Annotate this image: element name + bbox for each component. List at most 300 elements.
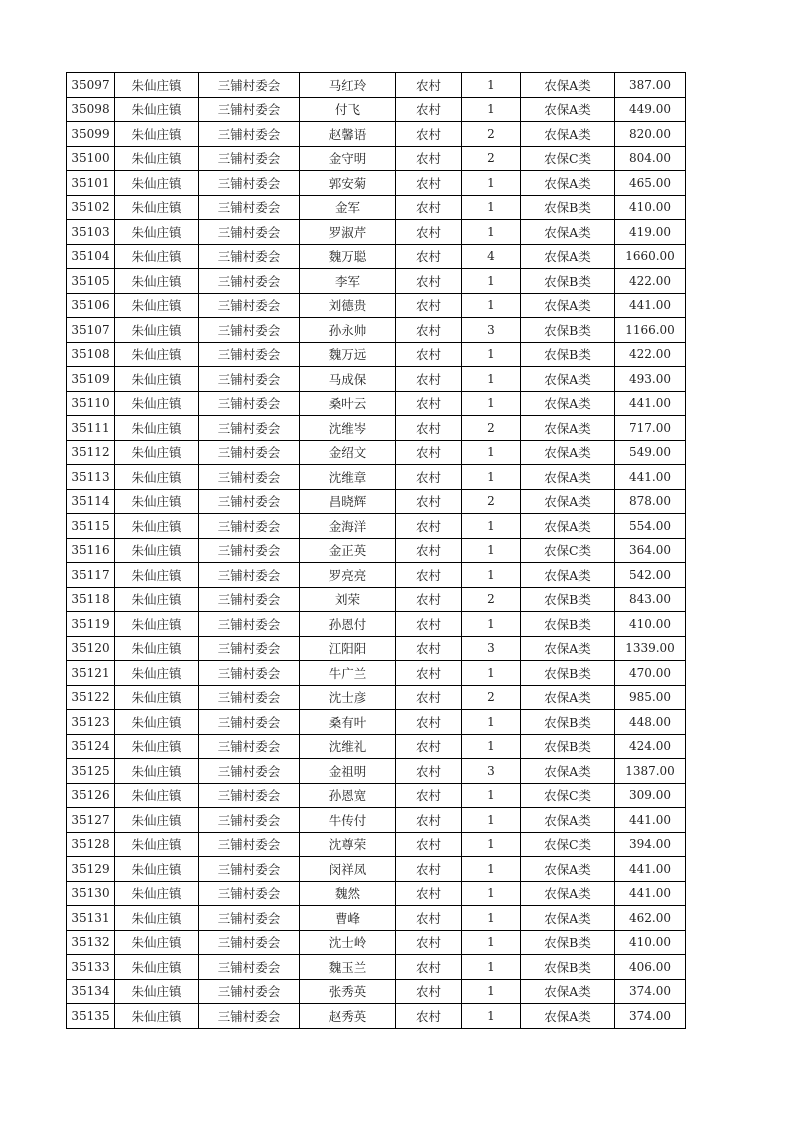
cell-household-type: 农村	[396, 587, 462, 612]
cell-record-id: 35111	[67, 416, 115, 441]
cell-insurance-category: 农保B类	[521, 955, 615, 980]
cell-amount: 410.00	[615, 930, 686, 955]
table-row	[67, 269, 686, 294]
table-row	[67, 685, 686, 710]
cell-village-committee: 三铺村委会	[199, 73, 300, 98]
cell-household-count: 3	[462, 759, 521, 784]
cell-insurance-category: 农保A类	[521, 808, 615, 833]
cell-village-committee: 三铺村委会	[199, 587, 300, 612]
cell-record-id: 35099	[67, 122, 115, 147]
cell-insurance-category: 农保B类	[521, 661, 615, 686]
cell-household-type: 农村	[396, 808, 462, 833]
cell-amount: 387.00	[615, 73, 686, 98]
cell-person-name: 桑有叶	[300, 710, 396, 735]
cell-person-name: 马成保	[300, 367, 396, 392]
cell-insurance-category: 农保C类	[521, 832, 615, 857]
cell-person-name: 罗淑芹	[300, 220, 396, 245]
cell-record-id: 35127	[67, 808, 115, 833]
cell-amount: 441.00	[615, 293, 686, 318]
table-row	[67, 538, 686, 563]
cell-household-type: 农村	[396, 465, 462, 490]
cell-record-id: 35110	[67, 391, 115, 416]
cell-village-committee: 三铺村委会	[199, 612, 300, 637]
cell-record-id: 35101	[67, 171, 115, 196]
cell-person-name: 郭安菊	[300, 171, 396, 196]
cell-household-count: 1	[462, 367, 521, 392]
table-row	[67, 391, 686, 416]
cell-insurance-category: 农保A类	[521, 244, 615, 269]
cell-town: 朱仙庄镇	[115, 979, 199, 1004]
cell-town: 朱仙庄镇	[115, 489, 199, 514]
table-row	[67, 955, 686, 980]
table-row	[67, 146, 686, 171]
table-row	[67, 808, 686, 833]
cell-household-count: 2	[462, 489, 521, 514]
cell-village-committee: 三铺村委会	[199, 440, 300, 465]
cell-village-committee: 三铺村委会	[199, 759, 300, 784]
cell-household-type: 农村	[396, 440, 462, 465]
cell-insurance-category: 农保A类	[521, 367, 615, 392]
cell-insurance-category: 农保B类	[521, 734, 615, 759]
cell-household-type: 农村	[396, 661, 462, 686]
cell-person-name: 刘德贵	[300, 293, 396, 318]
cell-record-id: 35115	[67, 514, 115, 539]
cell-household-count: 1	[462, 465, 521, 490]
cell-insurance-category: 农保A类	[521, 1004, 615, 1029]
cell-record-id: 35119	[67, 612, 115, 637]
cell-household-type: 农村	[396, 73, 462, 98]
cell-amount: 410.00	[615, 612, 686, 637]
cell-insurance-category: 农保A类	[521, 73, 615, 98]
cell-household-count: 2	[462, 122, 521, 147]
cell-person-name: 金祖明	[300, 759, 396, 784]
cell-household-count: 1	[462, 97, 521, 122]
cell-village-committee: 三铺村委会	[199, 783, 300, 808]
cell-village-committee: 三铺村委会	[199, 367, 300, 392]
cell-household-type: 农村	[396, 832, 462, 857]
cell-person-name: 牛传付	[300, 808, 396, 833]
cell-household-type: 农村	[396, 857, 462, 882]
cell-household-count: 1	[462, 195, 521, 220]
cell-insurance-category: 农保B类	[521, 587, 615, 612]
document-sheet	[66, 72, 686, 1029]
cell-household-count: 1	[462, 906, 521, 931]
cell-record-id: 35124	[67, 734, 115, 759]
cell-person-name: 沈维岑	[300, 416, 396, 441]
table-row	[67, 440, 686, 465]
cell-amount: 406.00	[615, 955, 686, 980]
table-row	[67, 832, 686, 857]
cell-household-type: 农村	[396, 1004, 462, 1029]
cell-amount: 419.00	[615, 220, 686, 245]
table-row	[67, 563, 686, 588]
cell-person-name: 曹峰	[300, 906, 396, 931]
cell-town: 朱仙庄镇	[115, 465, 199, 490]
cell-household-type: 农村	[396, 122, 462, 147]
cell-amount: 441.00	[615, 857, 686, 882]
cell-amount: 549.00	[615, 440, 686, 465]
cell-insurance-category: 农保A类	[521, 979, 615, 1004]
cell-town: 朱仙庄镇	[115, 587, 199, 612]
cell-household-type: 农村	[396, 759, 462, 784]
cell-amount: 441.00	[615, 391, 686, 416]
cell-household-type: 农村	[396, 881, 462, 906]
cell-amount: 462.00	[615, 906, 686, 931]
cell-amount: 449.00	[615, 97, 686, 122]
cell-household-count: 1	[462, 538, 521, 563]
cell-village-committee: 三铺村委会	[199, 685, 300, 710]
cell-town: 朱仙庄镇	[115, 832, 199, 857]
cell-record-id: 35097	[67, 73, 115, 98]
cell-amount: 717.00	[615, 416, 686, 441]
cell-village-committee: 三铺村委会	[199, 1004, 300, 1029]
cell-town: 朱仙庄镇	[115, 342, 199, 367]
cell-household-count: 1	[462, 832, 521, 857]
cell-insurance-category: 农保A类	[521, 489, 615, 514]
cell-town: 朱仙庄镇	[115, 783, 199, 808]
cell-person-name: 孙恩付	[300, 612, 396, 637]
cell-person-name: 魏然	[300, 881, 396, 906]
cell-amount: 542.00	[615, 563, 686, 588]
cell-insurance-category: 农保A类	[521, 171, 615, 196]
table-row	[67, 759, 686, 784]
cell-village-committee: 三铺村委会	[199, 538, 300, 563]
cell-insurance-category: 农保A类	[521, 220, 615, 245]
cell-record-id: 35106	[67, 293, 115, 318]
table-row	[67, 783, 686, 808]
cell-household-type: 农村	[396, 146, 462, 171]
cell-household-type: 农村	[396, 489, 462, 514]
cell-town: 朱仙庄镇	[115, 220, 199, 245]
cell-household-type: 农村	[396, 514, 462, 539]
table-row	[67, 906, 686, 931]
table-row	[67, 881, 686, 906]
cell-amount: 465.00	[615, 171, 686, 196]
cell-household-count: 1	[462, 73, 521, 98]
cell-amount: 1166.00	[615, 318, 686, 343]
cell-household-type: 农村	[396, 538, 462, 563]
cell-household-count: 1	[462, 440, 521, 465]
cell-household-count: 1	[462, 808, 521, 833]
cell-record-id: 35131	[67, 906, 115, 931]
cell-insurance-category: 农保A类	[521, 857, 615, 882]
cell-village-committee: 三铺村委会	[199, 122, 300, 147]
cell-village-committee: 三铺村委会	[199, 244, 300, 269]
cell-person-name: 刘荣	[300, 587, 396, 612]
cell-amount: 878.00	[615, 489, 686, 514]
cell-record-id: 35133	[67, 955, 115, 980]
cell-person-name: 金军	[300, 195, 396, 220]
table-row	[67, 318, 686, 343]
cell-household-count: 3	[462, 318, 521, 343]
cell-household-count: 1	[462, 881, 521, 906]
cell-household-type: 农村	[396, 979, 462, 1004]
cell-record-id: 35107	[67, 318, 115, 343]
cell-village-committee: 三铺村委会	[199, 514, 300, 539]
cell-town: 朱仙庄镇	[115, 514, 199, 539]
cell-record-id: 35125	[67, 759, 115, 784]
table-row	[67, 734, 686, 759]
cell-village-committee: 三铺村委会	[199, 636, 300, 661]
cell-insurance-category: 农保A类	[521, 440, 615, 465]
cell-person-name: 金绍文	[300, 440, 396, 465]
cell-insurance-category: 农保C类	[521, 783, 615, 808]
cell-insurance-category: 农保A类	[521, 636, 615, 661]
table-row	[67, 1004, 686, 1029]
cell-insurance-category: 农保A类	[521, 563, 615, 588]
cell-town: 朱仙庄镇	[115, 734, 199, 759]
cell-amount: 441.00	[615, 465, 686, 490]
cell-person-name: 江阳阳	[300, 636, 396, 661]
cell-record-id: 35135	[67, 1004, 115, 1029]
cell-insurance-category: 农保B类	[521, 342, 615, 367]
cell-household-count: 1	[462, 220, 521, 245]
cell-record-id: 35102	[67, 195, 115, 220]
table-row	[67, 220, 686, 245]
cell-person-name: 付飞	[300, 97, 396, 122]
cell-person-name: 魏玉兰	[300, 955, 396, 980]
cell-town: 朱仙庄镇	[115, 367, 199, 392]
cell-household-count: 1	[462, 857, 521, 882]
cell-amount: 394.00	[615, 832, 686, 857]
cell-insurance-category: 农保B类	[521, 195, 615, 220]
cell-town: 朱仙庄镇	[115, 318, 199, 343]
cell-village-committee: 三铺村委会	[199, 293, 300, 318]
cell-household-type: 农村	[396, 244, 462, 269]
table-row	[67, 73, 686, 98]
cell-town: 朱仙庄镇	[115, 269, 199, 294]
cell-village-committee: 三铺村委会	[199, 661, 300, 686]
cell-record-id: 35109	[67, 367, 115, 392]
cell-amount: 1660.00	[615, 244, 686, 269]
table-row	[67, 465, 686, 490]
cell-insurance-category: 农保A类	[521, 122, 615, 147]
cell-household-count: 1	[462, 514, 521, 539]
cell-household-count: 1	[462, 612, 521, 637]
cell-household-count: 1	[462, 342, 521, 367]
cell-amount: 422.00	[615, 269, 686, 294]
cell-household-count: 1	[462, 661, 521, 686]
cell-amount: 410.00	[615, 195, 686, 220]
cell-household-type: 农村	[396, 342, 462, 367]
table-row	[67, 661, 686, 686]
cell-person-name: 张秀英	[300, 979, 396, 1004]
table-row	[67, 514, 686, 539]
cell-amount: 441.00	[615, 808, 686, 833]
cell-insurance-category: 农保A类	[521, 881, 615, 906]
cell-record-id: 35130	[67, 881, 115, 906]
cell-record-id: 35112	[67, 440, 115, 465]
cell-household-type: 农村	[396, 955, 462, 980]
cell-amount: 309.00	[615, 783, 686, 808]
cell-village-committee: 三铺村委会	[199, 881, 300, 906]
cell-household-count: 1	[462, 710, 521, 735]
cell-town: 朱仙庄镇	[115, 661, 199, 686]
cell-village-committee: 三铺村委会	[199, 318, 300, 343]
cell-person-name: 沈士彦	[300, 685, 396, 710]
cell-village-committee: 三铺村委会	[199, 832, 300, 857]
cell-household-count: 1	[462, 734, 521, 759]
cell-record-id: 35123	[67, 710, 115, 735]
cell-town: 朱仙庄镇	[115, 195, 199, 220]
table-row	[67, 710, 686, 735]
cell-village-committee: 三铺村委会	[199, 465, 300, 490]
cell-record-id: 35120	[67, 636, 115, 661]
cell-town: 朱仙庄镇	[115, 685, 199, 710]
cell-village-committee: 三铺村委会	[199, 979, 300, 1004]
table-row	[67, 244, 686, 269]
cell-record-id: 35100	[67, 146, 115, 171]
cell-amount: 422.00	[615, 342, 686, 367]
cell-town: 朱仙庄镇	[115, 881, 199, 906]
cell-household-count: 1	[462, 563, 521, 588]
cell-town: 朱仙庄镇	[115, 97, 199, 122]
cell-amount: 470.00	[615, 661, 686, 686]
cell-amount: 554.00	[615, 514, 686, 539]
cell-household-type: 农村	[396, 195, 462, 220]
cell-household-count: 1	[462, 955, 521, 980]
cell-insurance-category: 农保B类	[521, 612, 615, 637]
cell-record-id: 35114	[67, 489, 115, 514]
cell-village-committee: 三铺村委会	[199, 195, 300, 220]
cell-household-count: 1	[462, 269, 521, 294]
table-row	[67, 195, 686, 220]
cell-person-name: 金守明	[300, 146, 396, 171]
cell-insurance-category: 农保A类	[521, 97, 615, 122]
cell-household-count: 3	[462, 636, 521, 661]
cell-person-name: 沈士岭	[300, 930, 396, 955]
cell-person-name: 赵秀英	[300, 1004, 396, 1029]
cell-amount: 985.00	[615, 685, 686, 710]
cell-person-name: 昌晓辉	[300, 489, 396, 514]
cell-person-name: 闵祥凤	[300, 857, 396, 882]
cell-village-committee: 三铺村委会	[199, 955, 300, 980]
cell-household-count: 1	[462, 293, 521, 318]
cell-person-name: 金海洋	[300, 514, 396, 539]
cell-town: 朱仙庄镇	[115, 906, 199, 931]
cell-record-id: 35108	[67, 342, 115, 367]
cell-insurance-category: 农保A类	[521, 391, 615, 416]
cell-record-id: 35103	[67, 220, 115, 245]
cell-amount: 424.00	[615, 734, 686, 759]
cell-insurance-category: 农保B类	[521, 930, 615, 955]
table-row	[67, 612, 686, 637]
cell-person-name: 沈维章	[300, 465, 396, 490]
cell-amount: 1339.00	[615, 636, 686, 661]
table-row	[67, 97, 686, 122]
cell-household-type: 农村	[396, 783, 462, 808]
cell-household-type: 农村	[396, 367, 462, 392]
cell-town: 朱仙庄镇	[115, 293, 199, 318]
cell-town: 朱仙庄镇	[115, 1004, 199, 1029]
cell-person-name: 罗亮亮	[300, 563, 396, 588]
table-row	[67, 293, 686, 318]
cell-record-id: 35129	[67, 857, 115, 882]
cell-town: 朱仙庄镇	[115, 416, 199, 441]
cell-household-count: 2	[462, 416, 521, 441]
cell-household-type: 农村	[396, 97, 462, 122]
cell-town: 朱仙庄镇	[115, 122, 199, 147]
cell-village-committee: 三铺村委会	[199, 563, 300, 588]
cell-town: 朱仙庄镇	[115, 759, 199, 784]
cell-amount: 374.00	[615, 979, 686, 1004]
cell-record-id: 35113	[67, 465, 115, 490]
table-row	[67, 857, 686, 882]
cell-village-committee: 三铺村委会	[199, 930, 300, 955]
cell-insurance-category: 农保A类	[521, 465, 615, 490]
cell-household-count: 1	[462, 783, 521, 808]
cell-household-type: 农村	[396, 563, 462, 588]
cell-village-committee: 三铺村委会	[199, 146, 300, 171]
cell-household-type: 农村	[396, 612, 462, 637]
cell-household-type: 农村	[396, 171, 462, 196]
cell-town: 朱仙庄镇	[115, 440, 199, 465]
cell-person-name: 赵馨语	[300, 122, 396, 147]
cell-town: 朱仙庄镇	[115, 636, 199, 661]
cell-household-type: 农村	[396, 416, 462, 441]
cell-amount: 374.00	[615, 1004, 686, 1029]
cell-amount: 441.00	[615, 881, 686, 906]
cell-person-name: 沈尊荣	[300, 832, 396, 857]
cell-town: 朱仙庄镇	[115, 171, 199, 196]
cell-insurance-category: 农保A类	[521, 514, 615, 539]
cell-person-name: 李军	[300, 269, 396, 294]
cell-amount: 448.00	[615, 710, 686, 735]
cell-household-type: 农村	[396, 269, 462, 294]
cell-village-committee: 三铺村委会	[199, 808, 300, 833]
cell-village-committee: 三铺村委会	[199, 269, 300, 294]
cell-household-type: 农村	[396, 636, 462, 661]
cell-insurance-category: 农保B类	[521, 269, 615, 294]
cell-insurance-category: 农保A类	[521, 906, 615, 931]
table-row	[67, 367, 686, 392]
cell-town: 朱仙庄镇	[115, 244, 199, 269]
cell-record-id: 35134	[67, 979, 115, 1004]
cell-household-type: 农村	[396, 734, 462, 759]
table-row	[67, 636, 686, 661]
cell-household-count: 1	[462, 930, 521, 955]
cell-record-id: 35098	[67, 97, 115, 122]
cell-amount: 493.00	[615, 367, 686, 392]
cell-household-type: 农村	[396, 930, 462, 955]
cell-person-name: 金正英	[300, 538, 396, 563]
cell-insurance-category: 农保A类	[521, 293, 615, 318]
cell-amount: 1387.00	[615, 759, 686, 784]
cell-household-type: 农村	[396, 318, 462, 343]
cell-household-type: 农村	[396, 220, 462, 245]
cell-village-committee: 三铺村委会	[199, 489, 300, 514]
cell-town: 朱仙庄镇	[115, 955, 199, 980]
cell-household-count: 4	[462, 244, 521, 269]
cell-amount: 843.00	[615, 587, 686, 612]
records-table	[66, 72, 686, 1029]
cell-record-id: 35116	[67, 538, 115, 563]
cell-record-id: 35121	[67, 661, 115, 686]
cell-insurance-category: 农保A类	[521, 759, 615, 784]
cell-amount: 364.00	[615, 538, 686, 563]
cell-household-type: 农村	[396, 391, 462, 416]
cell-village-committee: 三铺村委会	[199, 391, 300, 416]
cell-village-committee: 三铺村委会	[199, 734, 300, 759]
cell-household-type: 农村	[396, 906, 462, 931]
cell-insurance-category: 农保A类	[521, 685, 615, 710]
cell-village-committee: 三铺村委会	[199, 97, 300, 122]
cell-household-count: 2	[462, 146, 521, 171]
table-row	[67, 979, 686, 1004]
records-table-body	[67, 73, 686, 1029]
cell-household-count: 1	[462, 979, 521, 1004]
cell-person-name: 桑叶云	[300, 391, 396, 416]
